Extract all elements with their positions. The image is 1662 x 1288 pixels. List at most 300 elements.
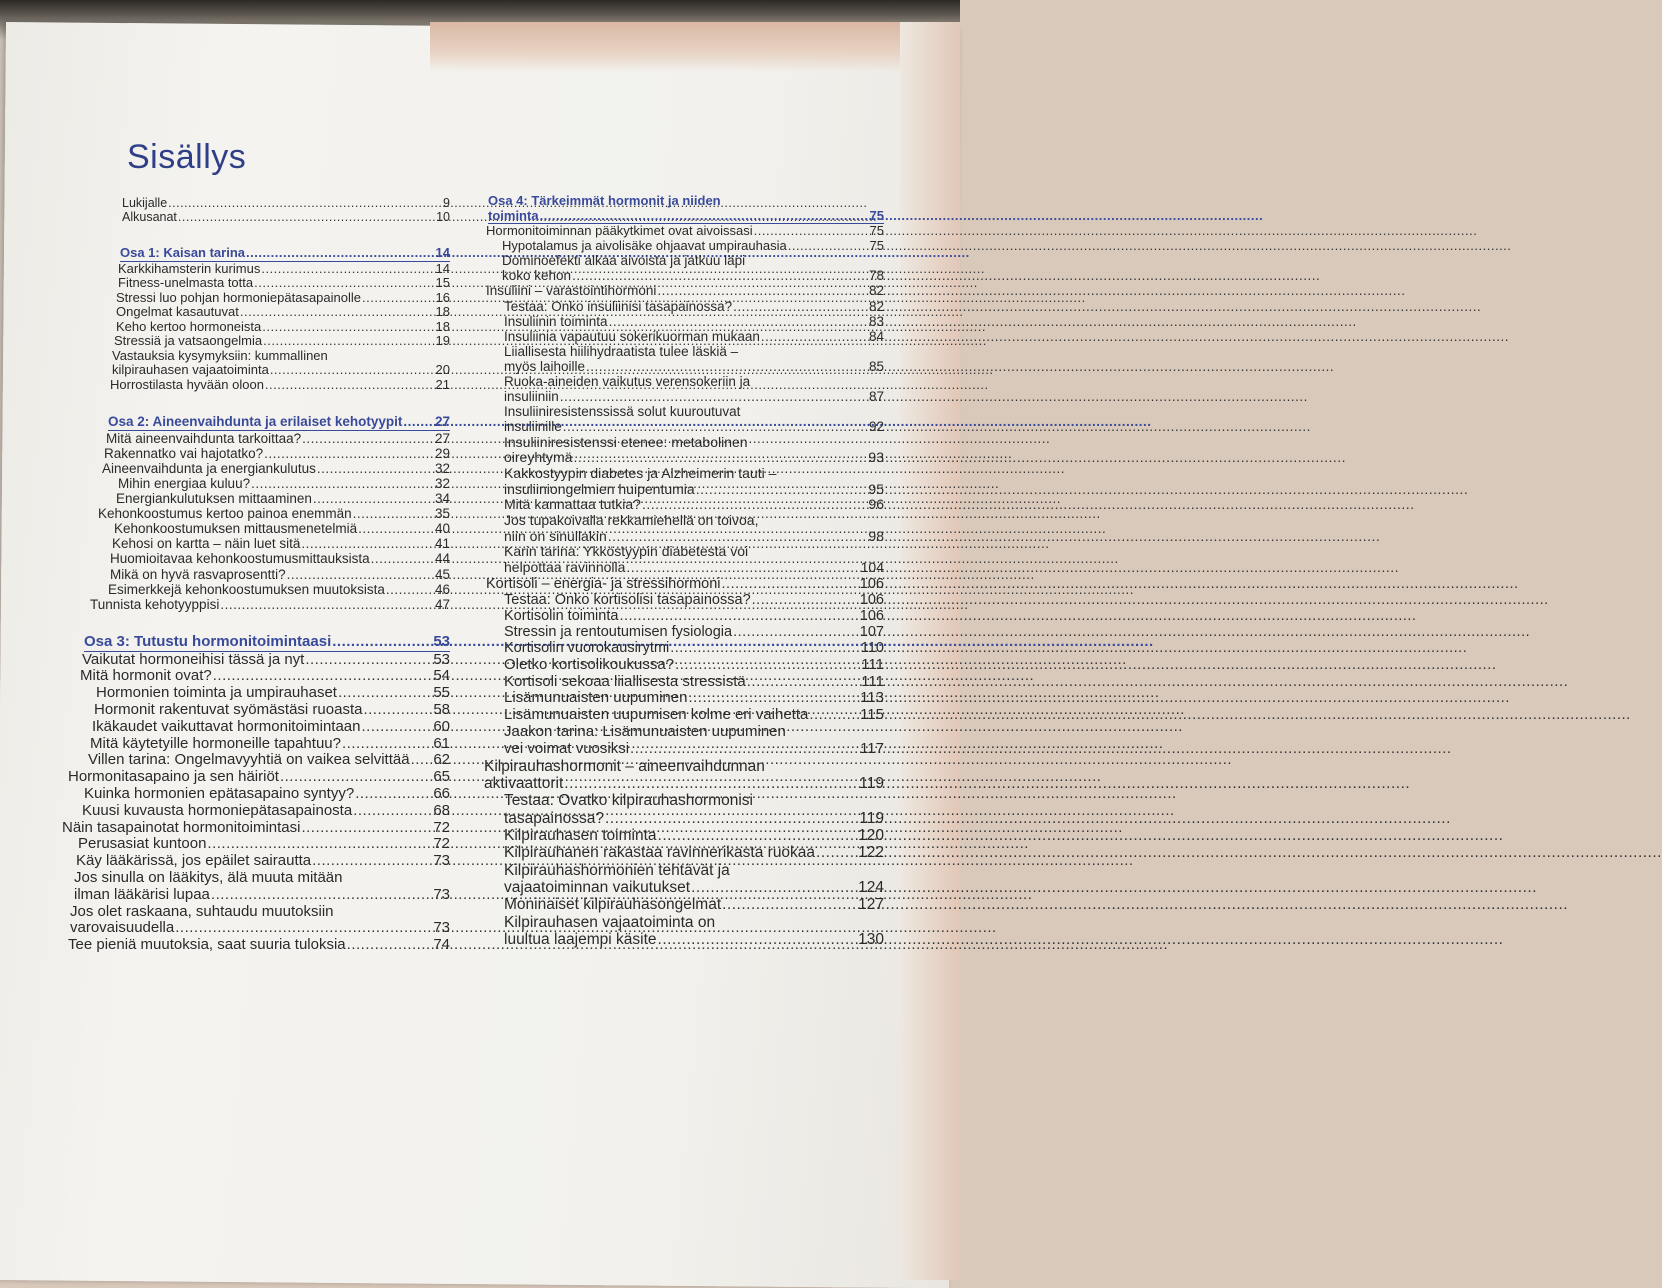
toc-page-number: 111 [861,655,884,673]
dot-leader [540,209,869,224]
dot-leader [338,685,432,702]
dot-leader [642,497,867,513]
toc-entry-title: Mitä hormonit ovat? [80,667,212,685]
dot-leader [261,262,434,277]
dot-leader [240,305,435,320]
dot-leader [816,844,857,861]
toc-entry [60,719,450,736]
toc-page-number: 55 [433,684,450,702]
toc-entry-title-line: Kilpirauhashormonit – aineenvaihdunnan [484,757,765,775]
toc-part-heading [60,414,450,430]
toc-entry-title: Kehonkoostumus kertoo painoa enemmän [98,506,352,522]
toc-entry [60,904,450,938]
toc-page-number: 85 [868,358,884,374]
toc-entry [60,551,450,566]
dot-leader [358,521,434,536]
toc-page-number: 115 [860,706,884,724]
toc-entry-title: Tee pieniä muutoksia, saat suuria tuloksia [68,936,346,954]
toc-entry [484,344,884,374]
toc-page-number: 122 [858,844,884,862]
toc-entry-title: Stressi luo pohjan hormoniepätasapainolle [116,289,361,305]
dot-leader [301,820,432,837]
dot-leader [670,640,860,656]
toc-entry-title: Testaa: Onko insuliinisi tasapainossa? [504,298,733,314]
toc-entry-title: Fitness-unelmasta totta [118,275,254,291]
toc-entry-title: Ongelmat kasautuvat [116,304,239,320]
toc-entry-title: Osa 2: Aineenvaihdunta ja erilaiset kehotyypit [108,414,403,430]
toc-entry-title: Lukijalle [122,196,168,210]
toc-page-number: 111 [861,672,884,690]
toc-entry-title-line: Kakkostyypin diabetes ja Alzheimerin tauti – [504,464,777,481]
toc-entry-title: varovaisuudella [70,919,175,937]
toc-entry [484,608,884,624]
toc-page-number: 14 [435,260,450,276]
toc-page-number: 15 [435,275,450,291]
toc-page-number: 83 [868,313,884,329]
toc-entry [484,239,884,254]
toc-page-number: 124 [858,879,884,897]
toc-entry [60,521,450,536]
toc-page-number: 107 [859,624,884,641]
toc-entry [484,674,884,691]
toc-entry [60,786,450,803]
toc-entry [484,544,884,575]
toc-page-number: 18 [435,304,450,320]
dot-leader [733,624,859,640]
dot-leader [270,363,435,378]
toc-page-number: 27 [434,414,450,430]
toc-entry [60,461,450,476]
toc-entry-title: Osa 3: Tutustu hormonitoimintaasi [84,632,332,650]
toc-page-number: 54 [433,667,450,685]
toc-entry-title: Testaa: Onko kortisolisi tasapainossa? [504,591,751,608]
dot-leader [658,827,858,844]
dot-leader [168,196,442,210]
dot-leader [251,476,434,491]
toc-entry-title-line: Ruoka-aineiden vaikutus verensokeriin ja [504,374,751,390]
dot-leader [809,707,859,724]
dot-leader [752,592,859,608]
toc-page-number: 95 [868,480,884,497]
toc-page-number: 58 [433,701,450,719]
toc-entry-title: Tunnista kehotyyppisi [90,596,220,612]
toc-entry-title: Lisämunuaisten uupuminen [504,689,688,707]
dot-leader [761,329,868,344]
toc-entry-title-line: Vastauksia kysymyksiin: kummallinen [112,347,328,363]
toc-entry [60,305,450,320]
dot-leader [305,652,432,669]
dot-leader [317,461,434,476]
toc-entry-title: Kehosi on kartta – näin luet sitä [112,536,301,552]
toc-page-number: 20 [435,362,450,378]
toc-entry-title: Mitä aineenvaihdunta tarkoittaa? [106,430,302,446]
dot-leader [353,506,434,521]
dot-leader [560,389,868,404]
toc-entry [60,196,450,210]
toc-entry-title: Käy lääkärissä, jos epäilet sairautta [76,852,312,870]
dot-leader [265,378,435,393]
toc-entry-title: Kuinka hormonien epätasapaino syntyy? [84,785,355,803]
toc-entry-title: Horrostilasta hyvään oloon [110,376,264,392]
toc-entry-title: insuliiniongelmien huipentumia [504,480,695,497]
toc-entry [484,690,884,707]
toc-entry-title: Perusasiat kuntoon [78,835,207,853]
dot-leader [722,576,859,592]
toc-entry-title: tasapainossa? [504,809,604,827]
dot-leader [572,268,868,283]
toc-entry-title: vei voimat vuosiksi [504,739,630,757]
toc-entry [484,640,884,656]
toc-part-heading [484,194,884,224]
toc-entry [60,476,450,491]
toc-page-number: 46 [434,581,450,597]
toc-entry [60,431,450,446]
toc-page-number: 14 [435,245,450,260]
toc-page-number: 34 [434,491,450,507]
toc-entry-title: Hypotalamus ja aivolisäke ohjaavat umpirauhasia [502,237,787,253]
toc-entry-title: Oletko kortisolikoukussa? [504,655,675,673]
toc-page-number: 84 [868,328,884,344]
toc-entry-title: toiminta [488,207,539,223]
toc-page-number: 75 [869,207,884,223]
toc-entry-title-line: Testaa: Ovatko kilpirauhashormonisi [504,792,753,810]
toc-entry [484,758,884,793]
toc-entry-title-line: Jos olet raskaana, suhtaudu muutoksiin [70,902,334,920]
toc-entry-title: Kortisolin vuorokausirytmi [504,640,670,657]
toc-page-number: 45 [434,566,450,582]
toc-entry [484,792,884,827]
dot-leader [178,210,435,224]
toc-entry [484,466,884,497]
toc-page-number: 130 [858,931,884,949]
toc-entry-title: Näin tasapainotat hormonitoimintasi [62,818,301,836]
toc-entry-title: Kortisolin toiminta [504,608,619,625]
toc-entry-title: Mitä käytetyille hormoneille tapahtuu? [90,734,341,752]
dot-leader [342,736,432,753]
toc-entry-title: niin on sinullakin [504,527,607,544]
toc-page-number: 72 [433,835,450,853]
dot-leader [301,536,434,551]
toc-entry-title: Huomioitavaa kehonkoostumusmittauksista [110,551,370,567]
toc-entry-title: Lisämunuaisten uupumisen kolme eri vaihetta [504,706,809,724]
toc-page-number: 18 [435,318,450,334]
toc-page-number: 119 [859,809,884,827]
toc-entry-title: oireyhtymä [504,449,573,466]
toc-part-heading [60,634,450,652]
toc-entry-title: Mikä on hyvä rasvaprosentti? [110,566,286,582]
page-title: Sisällys [127,138,247,176]
toc-entry [60,853,450,870]
dot-leader [175,920,432,937]
toc-page-number: 60 [433,717,450,735]
toc-entry-title-line: Insuliiniresistenssi etenee: metabolinen [504,433,748,450]
toc-page-number: 53 [433,650,450,668]
toc-entry-title: Stressiä ja vatsaongelmia [114,333,263,349]
toc-page-number: 73 [433,852,450,870]
toc-page-number: 61 [433,734,450,752]
dot-leader [313,491,434,506]
toc-page-number: 53 [433,632,450,650]
dot-leader [207,836,432,853]
toc-page-number: 119 [859,774,884,792]
toc-entry-title: Insuliinia vapautuu sokerikuorman mukaan [504,328,760,344]
toc-page-number: 104 [860,558,884,575]
toc-entry-title: Stressin ja rentoutumisen fysiologia [504,624,733,641]
toc-page-number: 62 [433,751,450,769]
toc-page-number: 29 [434,445,450,461]
toc-page-number: 66 [433,785,450,803]
toc-entry [60,446,450,461]
dot-leader [361,719,432,736]
dot-leader [573,450,867,466]
toc-entry [484,592,884,608]
toc-entry-title: Kilpirauhasen toiminta [504,826,657,844]
toc-entry-title: insuliinille [504,419,562,435]
toc-entry-title-line: Jos tupakoivalla rekkamiehellä on toivoa, [504,511,759,528]
toc-entry [484,513,884,544]
toc-entry-title-line: Kilpirauhasen vajaatoiminta on [504,913,716,931]
toc-entry [484,707,884,724]
toc-page-number: 106 [859,608,884,625]
dot-leader [363,702,432,719]
toc-entry-title: Energiankulutuksen mittaaminen [116,491,312,507]
toc-entry [60,668,450,685]
toc-entry-title: Vaikutat hormoneihisi tässä ja nyt [82,650,305,668]
toc-entry [60,769,450,786]
toc-entry [60,506,450,521]
dot-leader [347,937,433,954]
dot-leader [353,803,432,820]
toc-entry [60,491,450,506]
toc-entry [60,803,450,820]
toc-entry-title: Ikäkaudet vaikuttavat hormonitoimintaan [92,717,361,735]
toc-entry-title: Aineenvaihdunta ja energiankulutus [102,460,316,476]
toc-entry-title: myös laihoille [504,358,586,374]
toc-entry [60,378,450,393]
toc-page-number: 120 [858,826,884,844]
toc-page-number: 32 [434,460,450,476]
toc-entry [484,299,884,314]
toc-entry-title: Esimerkkejä kehonkoostumuksen muutoksista [108,581,385,597]
toc-entry-title: Insuliinin toiminta [504,313,608,329]
dot-leader [733,299,868,314]
dot-leader [280,769,432,786]
dot-leader [312,853,432,870]
toc-entry-title: Insuliini – varastointihormoni [486,283,657,299]
dot-leader [691,879,857,896]
toc-entry-title: Kortisoli sekoaa liiallisesta stressistä [504,672,746,690]
toc-entry-title: helpottaa ravinnolla [504,558,626,575]
toc-entry-title-line: Liiallisesta hiilihydraatista tulee läskiä – [504,343,739,359]
toc-entry-title: koko kehon [502,268,572,284]
toc-entry-title-line: Insuliiniresistenssissä solut kuuroutuvat [504,404,741,420]
toc-entry [484,624,884,640]
toc-page-number: 82 [868,298,884,314]
dot-leader [619,608,858,624]
toc-entry-title: Villen tarina: Ongelmavyyhtiä on vaikea selvittää [88,751,410,769]
toc-entry [60,820,450,837]
toc-page-number: 74 [433,936,450,954]
section-gap [60,224,450,246]
toc-page-number: 106 [859,575,884,592]
toc-page-number: 19 [435,333,450,349]
toc-page-number: 9 [443,196,450,210]
toc-entry [484,862,884,897]
toc-entry [60,276,450,291]
dot-leader [220,597,434,612]
dot-leader [355,786,432,803]
toc-page-number: 73 [433,885,450,903]
toc-page-number: 113 [860,689,884,707]
toc-entry [484,914,884,949]
dot-leader [658,931,858,948]
dot-leader [675,657,860,674]
dot-leader [754,224,869,239]
toc-left-column [60,196,450,954]
dot-leader [262,320,434,335]
toc-entry-title: aktivaattorit [484,774,564,792]
toc-entry [484,404,884,434]
toc-entry [60,736,450,753]
toc-page-number: 93 [868,449,884,466]
dot-leader [254,276,434,291]
section-gap [60,392,450,414]
dot-leader [563,419,868,434]
toc-page-number: 41 [434,536,450,552]
toc-page-number: 75 [869,237,884,253]
dot-leader [608,529,868,545]
dot-leader [302,431,434,446]
dot-leader [564,775,858,792]
toc-entry-title: Alkusanat [122,210,177,224]
toc-entry-title: Mitä kannattaa tutkia? [504,496,641,513]
toc-entry-title-line: Kilpirauhashormonien tehtävät ja [504,861,730,879]
dot-leader [657,283,868,298]
dot-leader [696,482,868,498]
dot-leader [609,314,868,329]
toc-entry [60,291,450,306]
toc-entry-title: Kuusi kuvausta hormoniepätasapainosta [82,801,353,819]
toc-entry-title: Hormonit rakentuvat syömästäsi ruoasta [94,701,363,719]
toc-entry [60,937,450,954]
toc-page-number: 72 [433,818,450,836]
toc-entry-title: Rakennatko vai hajotatko? [104,445,264,461]
toc-page-number: 65 [433,768,450,786]
toc-page-number: 78 [868,268,884,284]
dot-leader [788,239,869,254]
toc-entry [60,870,450,904]
toc-entry [484,576,884,592]
dot-leader [411,752,433,769]
toc-page-number: 68 [433,801,450,819]
section-gap [60,612,450,634]
toc-right-column [484,194,884,948]
dot-leader [287,567,434,582]
toc-entry [60,836,450,853]
toc-page-number: 110 [860,640,884,657]
toc-page-number: 10 [436,210,450,224]
dot-leader [362,291,435,306]
toc-entry [60,567,450,582]
toc-page-number: 87 [868,389,884,405]
toc-entry-title: Hormonitasapaino ja sen häiriöt [68,768,279,786]
dot-leader [371,551,434,566]
toc-page-number: 32 [434,475,450,491]
dot-leader [386,582,434,597]
toc-entry-title-line: Osa 4: Tärkeimmät hormonit ja niiden [488,193,721,208]
dot-leader [263,334,434,349]
toc-page-number: 27 [434,430,450,446]
toc-page-number: 96 [868,496,884,513]
toc-entry [60,536,450,551]
toc-page-number: 98 [868,527,884,544]
dot-leader [605,810,858,827]
toc-entry-title: Kehonkoostumuksen mittausmenetelmiä [114,521,358,537]
toc-page-number: 117 [860,739,884,757]
toc-entry [484,657,884,674]
toc-entry [60,582,450,597]
dot-leader [332,634,432,651]
toc-entry-title: Karkkihamsterin kurimus [118,260,261,276]
toc-page-number: 73 [433,919,450,937]
toc-entry-title: vajaatoiminnan vaikutukset [504,879,691,897]
dot-leader [264,446,434,461]
toc-entry [60,597,450,612]
toc-entry-title: Keho kertoo hormoneista [116,318,262,334]
toc-page-number: 75 [869,223,884,239]
toc-entry-title: Moninaiset kilpirauhasongelmat [504,896,722,914]
dot-leader [630,741,859,758]
toc-page-number: 82 [868,283,884,299]
toc-entry [484,435,884,466]
dot-leader [403,414,434,429]
toc-entry-title-line: Jos sinulla on lääkitys, älä muuta mitään [74,869,343,887]
toc-entry [484,314,884,329]
dot-leader [211,887,432,904]
toc-entry [60,320,450,335]
toc-entry [484,224,884,239]
toc-page-number: 47 [434,596,450,612]
toc-entry [60,210,450,224]
toc-entry [60,349,450,378]
toc-entry [484,896,884,913]
toc-entry-title: ilman lääkärisi lupaa [74,885,210,903]
toc-entry-title: Kortisoli – energia- ja stressihormoni [486,575,721,592]
toc-entry-title: Kilpirauhanen rakastaa ravinnerikasta ruokaa [504,844,816,862]
toc-entry [484,329,884,344]
page-shadow-top [430,22,960,72]
dot-leader [246,246,435,261]
toc-page-number: 40 [434,521,450,537]
toc-page-number: 127 [858,896,884,914]
toc-entry-title: luultua laajempi käsite [504,931,657,949]
dot-leader [626,560,859,576]
toc-entry [484,844,884,861]
toc-entry [484,283,884,298]
dot-leader [586,359,868,374]
dot-leader [747,674,860,691]
toc-entry [484,374,884,404]
toc-entry [484,253,884,283]
toc-entry-title-line: Jaakon tarina: Lisämunuaisten uupuminen [504,722,786,740]
toc-entry-title: Osa 1: Kaisan tarina [120,245,245,260]
toc-entry [484,827,884,844]
toc-entry [484,724,884,758]
toc-entry [60,702,450,719]
toc-entry-title: kilpirauhasen vajaatoiminta [112,362,269,378]
toc-entry [60,685,450,702]
toc-entry-title-line: Karin tarina: Ykköstyypin diabetesta voi [504,543,749,560]
